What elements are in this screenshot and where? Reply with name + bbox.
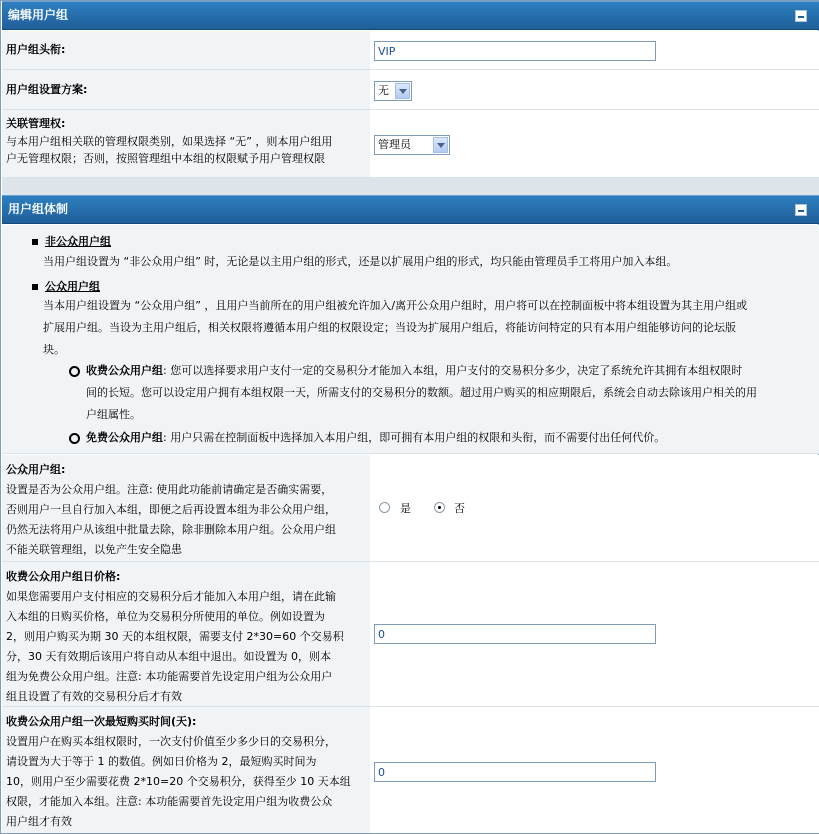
- public-desc: 当本用户组设置为 “公众用户组” ，且用户当前所在的用户组被允许加入/离开公众用户组时，用户将可以在控制面板中将本组设置为其主用户组或 扩展用户组。当设为主用户组后，相关权限将遵循本用户组的权限设定；当设为扩展用户组后，将能访问特定的只有本用户组能够访问的论坛版 块。: [43, 299, 748, 356]
- circle-bullet-icon: [69, 366, 80, 377]
- public-group-row: [2, 455, 819, 562]
- group-system-info: [2, 225, 819, 454]
- edit-group-title: 编辑用户组: [8, 8, 69, 22]
- public-group-label: 公众用户组:: [6, 463, 66, 476]
- public-group-desc: 设置是否为公众用户组。注意: 使用此功能前请确定是否确实需要， 否则用户一旦自行加入本组，即便之后再设置本组为非公众用户组， 仍然无法将用户从该组中批量去除，除非删除本用户组。公众用户组 不能关联管理组，以免产生安全隐患: [6, 483, 336, 556]
- scheme-row: [2, 70, 819, 110]
- daily-price-label: 收费公众用户组日价格:: [6, 570, 121, 583]
- non-public-title: 非公众用户组: [45, 235, 111, 248]
- group-system-title: 用户组体制: [8, 202, 69, 216]
- group-title-label: 用户组头衔:: [6, 43, 66, 56]
- public-no-label: 否: [454, 502, 465, 515]
- min-days-desc: 设置用户在购买本组权限时，一次支付价值至少多少日的交易积分， 请设置为大于等于 1 的数值。例如日价格为 2，最短购买时间为 10，则用户至少需要花费 2*10=20 个交易积分，获得至少 10 天本组 权限，才能加入本组。注意: 本功能需要首先设定用户组为收费公众 用户组才有效: [6, 735, 351, 828]
- min-days-input[interactable]: [374, 762, 656, 782]
- non-public-desc: 当用户组设置为 “非公众用户组” 时，无论是以主用户组的形式，还是以扩展用户组的形式，均只能由管理员手工将用户加入本组。: [43, 255, 678, 268]
- min-days-row: [2, 707, 819, 833]
- scheme-select-value: 无: [378, 84, 389, 97]
- section-divider: [2, 178, 819, 195]
- free-public-desc: 免费公众用户组: 用户只需在控制面板中选择加入本用户组，即可拥有本用户组的权限和头衔，而不需要付出任何代价。: [86, 431, 666, 444]
- admin-label: 关联管理权:: [6, 117, 66, 130]
- bullet-icon: [32, 284, 38, 290]
- chevron-down-icon: [433, 137, 448, 153]
- admin-select-value: 管理员: [378, 138, 411, 151]
- public-yes-radio[interactable]: [379, 502, 390, 513]
- admin-desc: 与本用户组相关联的管理权限类别，如果选择 “无” ，则本用户组用 户无管理权限；否则，按照管理组中本组的权限赋予用户管理权限: [6, 135, 333, 165]
- bullet-icon: [32, 239, 38, 245]
- public-title: 公众用户组: [45, 280, 100, 293]
- paid-public-title: 收费公众用户组: [86, 364, 163, 377]
- daily-price-input[interactable]: [374, 624, 656, 644]
- scheme-select[interactable]: [374, 81, 412, 101]
- circle-bullet-icon: [69, 433, 80, 444]
- chevron-down-icon: [395, 83, 410, 99]
- public-yes-label: 是: [400, 502, 411, 515]
- daily-price-row: [2, 562, 819, 707]
- scheme-label: 用户组设置方案:: [6, 83, 88, 96]
- paid-public-desc: 收费公众用户组: 您可以选择要求用户支付一定的交易积分才能加入本组，用户支付的交易积分多少，决定了系统允许其拥有本组权限时 间的长短。您可以设定用户拥有本组权限一天，所需支付的交易积分的数额。超过用户购买的相应期限后，系统会自动去除该用户相关的用 户组属性。: [86, 364, 757, 421]
- collapse-icon[interactable]: [795, 10, 807, 22]
- daily-price-desc: 如果您需要用户支付相应的交易积分后才能加入本用户组，请在此输 入本组的日购买价格，单位为交易积分所使用的单位。例如设置为 2，则用户购买为期 30 天的本组权限，需要支付 2*30=60 个交易积 分，30 天有效期后该用户将自动从本组中退出。如设置为 0，则本 组为免费公众用户组。注意: 本功能需要首先设定用户组为公众用户 组且设置了有效的交易积分后才有效: [6, 590, 344, 703]
- collapse-icon[interactable]: [795, 204, 807, 216]
- public-no-radio[interactable]: [434, 502, 445, 513]
- admin-select[interactable]: [374, 135, 450, 155]
- free-public-title: 免费公众用户组: [86, 431, 163, 444]
- group-title-input[interactable]: [374, 41, 656, 61]
- group-title-row: [2, 31, 819, 70]
- group-system-header: [2, 195, 819, 224]
- min-days-label: 收费公众用户组一次最短购买时间(天):: [6, 715, 197, 728]
- edit-group-header: [2, 1, 819, 30]
- admin-permission-row: [2, 110, 819, 178]
